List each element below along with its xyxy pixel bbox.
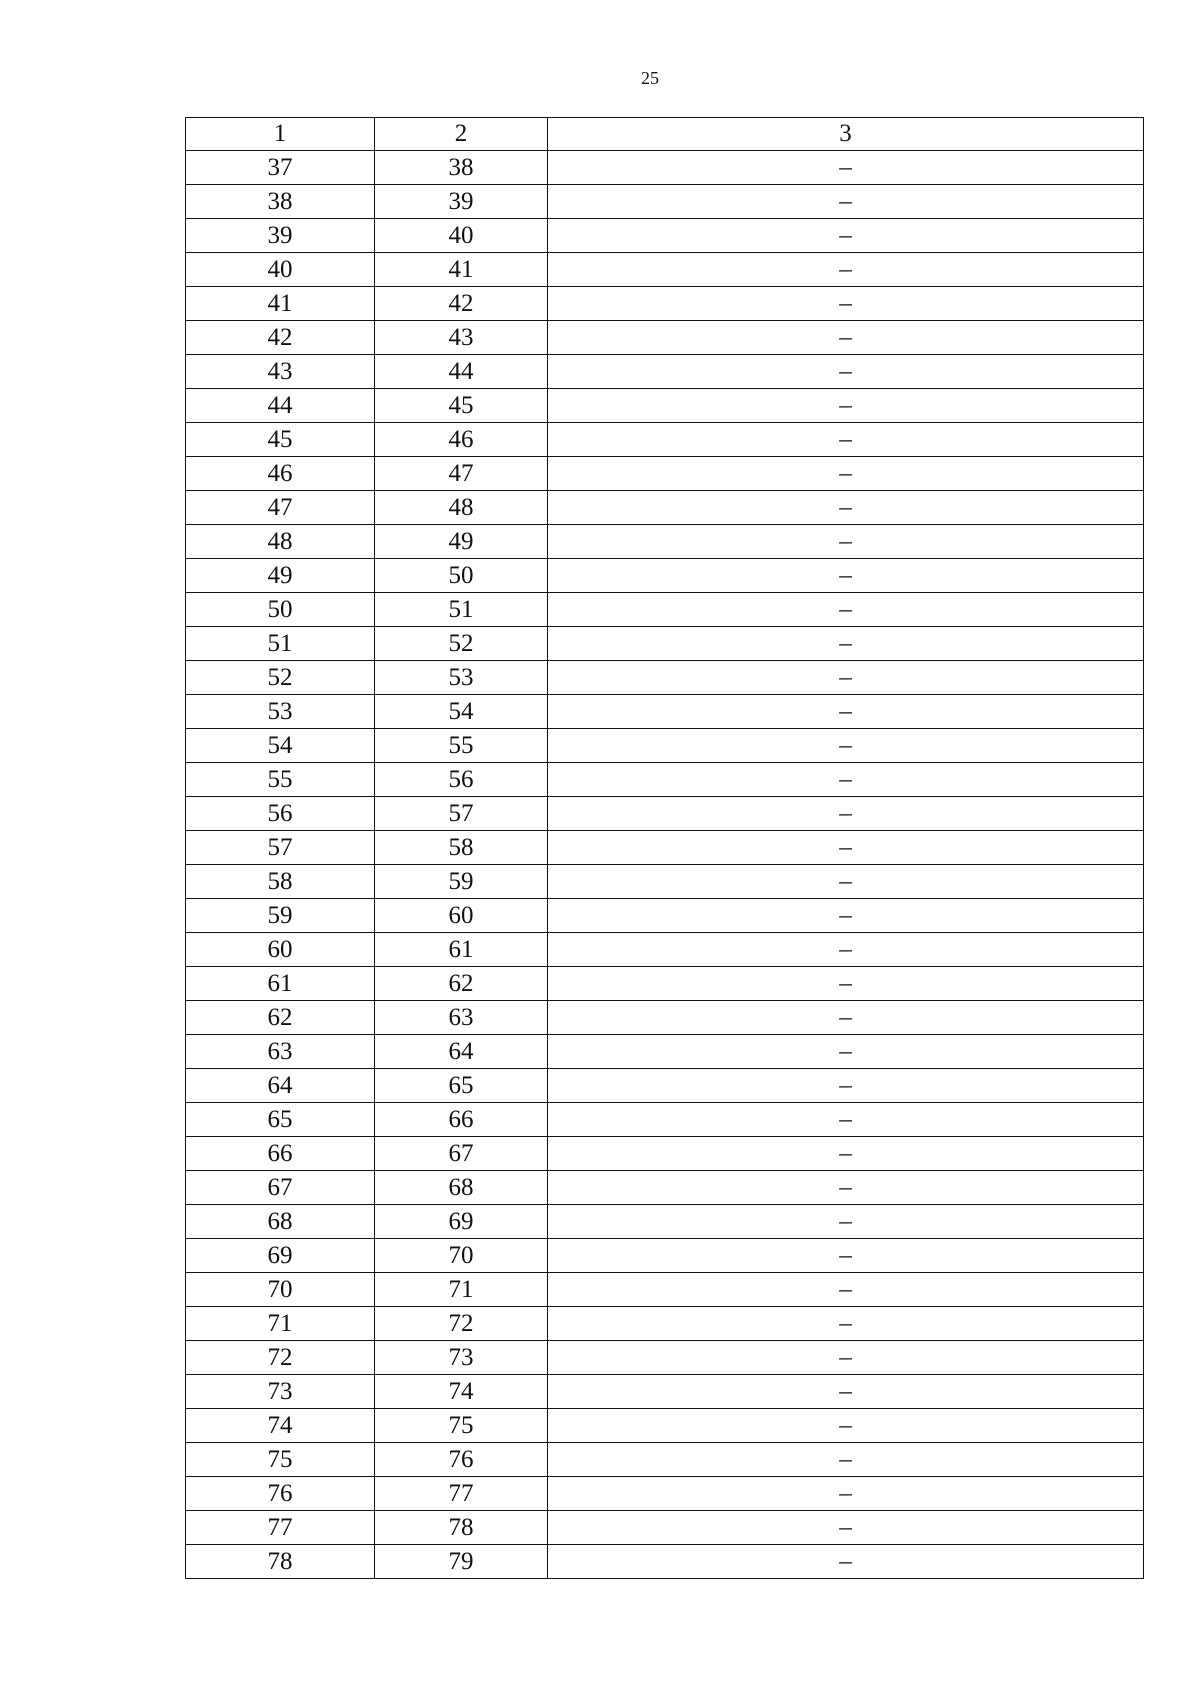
table-row xyxy=(186,1341,1144,1375)
table-cell: 67 xyxy=(375,1137,548,1171)
table-cell: 69 xyxy=(186,1239,375,1273)
table-cell: 67 xyxy=(186,1171,375,1205)
table-cell: 42 xyxy=(375,287,548,321)
table-row xyxy=(186,1375,1144,1409)
table-cell: 44 xyxy=(375,355,548,389)
table-cell: 66 xyxy=(375,1103,548,1137)
table-cell: – xyxy=(548,219,1144,253)
table-row xyxy=(186,763,1144,797)
table-cell: 48 xyxy=(375,491,548,525)
table-cell: – xyxy=(548,1035,1144,1069)
table-cell: 54 xyxy=(375,695,548,729)
table-cell: 66 xyxy=(186,1137,375,1171)
table-row xyxy=(186,1239,1144,1273)
table-cell: – xyxy=(548,627,1144,661)
table-row xyxy=(186,1477,1144,1511)
table-cell: 45 xyxy=(186,423,375,457)
table-cell: – xyxy=(548,287,1144,321)
table-cell: – xyxy=(548,967,1144,1001)
table-cell: – xyxy=(548,831,1144,865)
table-cell: 50 xyxy=(375,559,548,593)
table-row xyxy=(186,661,1144,695)
table-cell: 64 xyxy=(186,1069,375,1103)
table-cell: 38 xyxy=(375,151,548,185)
table-cell: 61 xyxy=(186,967,375,1001)
table-row xyxy=(186,321,1144,355)
table-cell: – xyxy=(548,423,1144,457)
table-cell: 71 xyxy=(375,1273,548,1307)
table-cell: 78 xyxy=(375,1511,548,1545)
table-cell: – xyxy=(548,695,1144,729)
table-row xyxy=(186,967,1144,1001)
column-header: 3 xyxy=(548,118,1144,151)
table-row xyxy=(186,695,1144,729)
table-cell: – xyxy=(548,899,1144,933)
table-cell: 40 xyxy=(186,253,375,287)
table-cell: 38 xyxy=(186,185,375,219)
table-row xyxy=(186,899,1144,933)
table-cell: – xyxy=(548,1171,1144,1205)
table-cell: 76 xyxy=(186,1477,375,1511)
table-cell: 61 xyxy=(375,933,548,967)
table-cell: 77 xyxy=(375,1477,548,1511)
table-cell: – xyxy=(548,355,1144,389)
table-cell: 78 xyxy=(186,1545,375,1579)
table-cell: 59 xyxy=(375,865,548,899)
page-number: 25 xyxy=(641,68,659,88)
table-cell: – xyxy=(548,865,1144,899)
table-cell: 55 xyxy=(186,763,375,797)
table-cell: 65 xyxy=(375,1069,548,1103)
table-row xyxy=(186,865,1144,899)
table-header-row xyxy=(186,118,1144,151)
table-cell: 73 xyxy=(186,1375,375,1409)
table-cell: 39 xyxy=(186,219,375,253)
table-cell: 68 xyxy=(375,1171,548,1205)
table-row xyxy=(186,593,1144,627)
table-cell: – xyxy=(548,1205,1144,1239)
table-row xyxy=(186,1307,1144,1341)
table-cell: – xyxy=(548,321,1144,355)
table-cell: 43 xyxy=(375,321,548,355)
table-cell: – xyxy=(548,1545,1144,1579)
table-row xyxy=(186,389,1144,423)
table-cell: – xyxy=(548,1375,1144,1409)
table-row xyxy=(186,1001,1144,1035)
table-row xyxy=(186,457,1144,491)
table-cell: 69 xyxy=(375,1205,548,1239)
table-cell: – xyxy=(548,797,1144,831)
table-cell: 59 xyxy=(186,899,375,933)
table-cell: 62 xyxy=(186,1001,375,1035)
table-cell: 68 xyxy=(186,1205,375,1239)
table-row xyxy=(186,1443,1144,1477)
table-row xyxy=(186,1205,1144,1239)
table-cell: – xyxy=(548,729,1144,763)
table-cell: – xyxy=(548,763,1144,797)
table-cell: 70 xyxy=(375,1239,548,1273)
table-cell: – xyxy=(548,185,1144,219)
column-header: 2 xyxy=(375,118,548,151)
table-cell: 75 xyxy=(375,1409,548,1443)
table-cell: – xyxy=(548,525,1144,559)
table-cell: 47 xyxy=(375,457,548,491)
table-cell: 75 xyxy=(186,1443,375,1477)
table-cell: 52 xyxy=(375,627,548,661)
table-cell: 53 xyxy=(375,661,548,695)
table-cell: – xyxy=(548,1001,1144,1035)
table-body xyxy=(186,118,1144,1579)
table-cell: 49 xyxy=(375,525,548,559)
table-cell: – xyxy=(548,1443,1144,1477)
table-cell: 56 xyxy=(375,763,548,797)
table-row xyxy=(186,151,1144,185)
table-cell: 63 xyxy=(375,1001,548,1035)
table-cell: 76 xyxy=(375,1443,548,1477)
table-cell: 41 xyxy=(375,253,548,287)
table-cell: 55 xyxy=(375,729,548,763)
data-table xyxy=(185,117,1144,1579)
table-cell: – xyxy=(548,1137,1144,1171)
table-cell: – xyxy=(548,1409,1144,1443)
table-row xyxy=(186,423,1144,457)
table-cell: 46 xyxy=(375,423,548,457)
table-row xyxy=(186,729,1144,763)
table-cell: 49 xyxy=(186,559,375,593)
table-cell: – xyxy=(548,1239,1144,1273)
table-row xyxy=(186,1545,1144,1579)
table-cell: 42 xyxy=(186,321,375,355)
table-cell: 37 xyxy=(186,151,375,185)
table-cell: 44 xyxy=(186,389,375,423)
table-row xyxy=(186,1273,1144,1307)
table-cell: 74 xyxy=(186,1409,375,1443)
table-cell: – xyxy=(548,1069,1144,1103)
table-cell: 73 xyxy=(375,1341,548,1375)
table-cell: 58 xyxy=(186,865,375,899)
table-cell: – xyxy=(548,457,1144,491)
table-row xyxy=(186,1103,1144,1137)
table-cell: – xyxy=(548,1273,1144,1307)
table-cell: – xyxy=(548,151,1144,185)
table-row xyxy=(186,559,1144,593)
table-row xyxy=(186,491,1144,525)
table-row xyxy=(186,185,1144,219)
table-cell: 71 xyxy=(186,1307,375,1341)
table-cell: – xyxy=(548,253,1144,287)
table-row xyxy=(186,355,1144,389)
table-cell: 63 xyxy=(186,1035,375,1069)
table-cell: 52 xyxy=(186,661,375,695)
table-cell: – xyxy=(548,661,1144,695)
table-row xyxy=(186,1409,1144,1443)
table-row xyxy=(186,1035,1144,1069)
table-cell: – xyxy=(548,1341,1144,1375)
table-cell: 56 xyxy=(186,797,375,831)
table-row xyxy=(186,1137,1144,1171)
table-cell: 53 xyxy=(186,695,375,729)
table-cell: 60 xyxy=(186,933,375,967)
table-cell: – xyxy=(548,1511,1144,1545)
table-cell: – xyxy=(548,559,1144,593)
table-cell: 57 xyxy=(186,831,375,865)
table-cell: 50 xyxy=(186,593,375,627)
table-cell: 43 xyxy=(186,355,375,389)
table-cell: 54 xyxy=(186,729,375,763)
table-cell: – xyxy=(548,933,1144,967)
table-cell: 51 xyxy=(186,627,375,661)
table-cell: 40 xyxy=(375,219,548,253)
column-header: 1 xyxy=(186,118,375,151)
table-cell: 65 xyxy=(186,1103,375,1137)
table-cell: 46 xyxy=(186,457,375,491)
table-cell: 48 xyxy=(186,525,375,559)
table-cell: 74 xyxy=(375,1375,548,1409)
table-row xyxy=(186,287,1144,321)
table-cell: 47 xyxy=(186,491,375,525)
table-row xyxy=(186,525,1144,559)
table-cell: 57 xyxy=(375,797,548,831)
table-row xyxy=(186,831,1144,865)
table-cell: 64 xyxy=(375,1035,548,1069)
table-cell: – xyxy=(548,1477,1144,1511)
table-row xyxy=(186,219,1144,253)
table-row xyxy=(186,933,1144,967)
table-cell: 39 xyxy=(375,185,548,219)
table-cell: 79 xyxy=(375,1545,548,1579)
table-cell: 41 xyxy=(186,287,375,321)
table-cell: 45 xyxy=(375,389,548,423)
table-cell: 62 xyxy=(375,967,548,1001)
table-row xyxy=(186,1171,1144,1205)
table-cell: – xyxy=(548,389,1144,423)
table-row xyxy=(186,627,1144,661)
table-cell: – xyxy=(548,1307,1144,1341)
table-cell: – xyxy=(548,593,1144,627)
table-row xyxy=(186,797,1144,831)
table-row xyxy=(186,1069,1144,1103)
table-cell: – xyxy=(548,491,1144,525)
table-cell: 72 xyxy=(375,1307,548,1341)
table-row xyxy=(186,1511,1144,1545)
table-cell: 72 xyxy=(186,1341,375,1375)
table-cell: 51 xyxy=(375,593,548,627)
table-cell: 70 xyxy=(186,1273,375,1307)
table-cell: – xyxy=(548,1103,1144,1137)
table-cell: 60 xyxy=(375,899,548,933)
table-cell: 58 xyxy=(375,831,548,865)
table-cell: 77 xyxy=(186,1511,375,1545)
table-row xyxy=(186,253,1144,287)
